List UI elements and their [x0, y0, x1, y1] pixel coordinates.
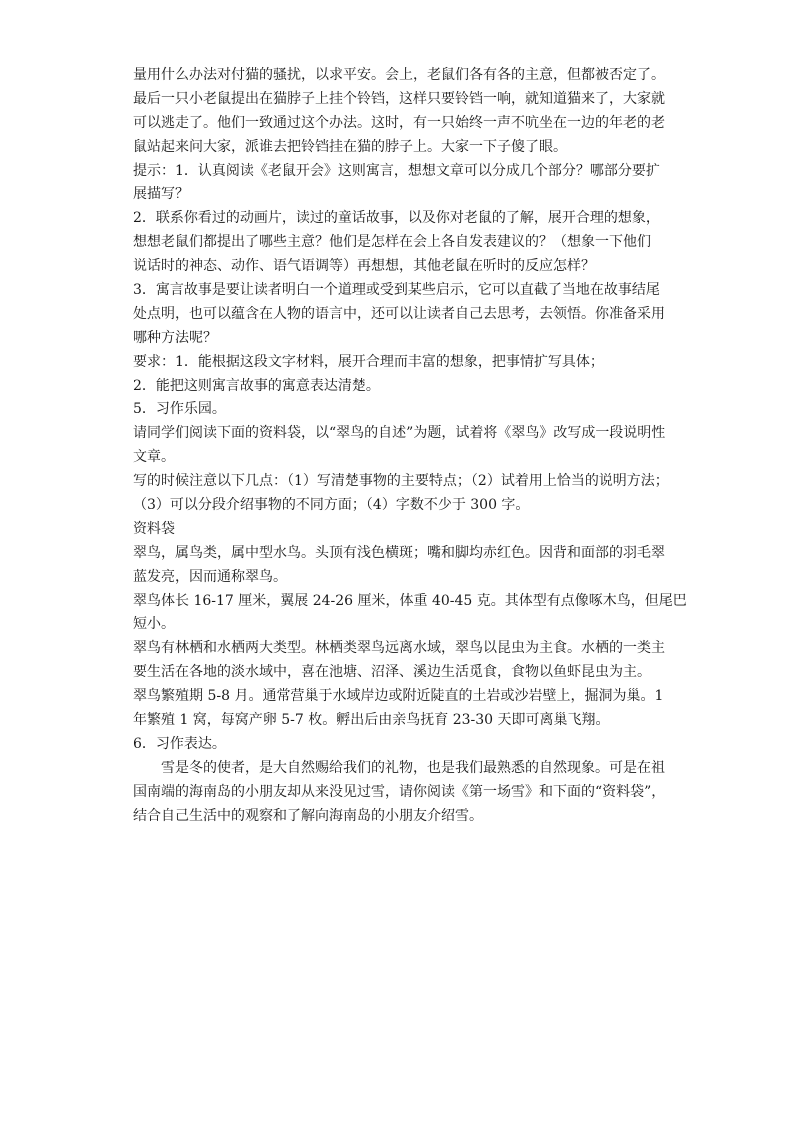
text-line: （3）可以分段介绍事物的不同方面；（4）字数不少于 300 字。	[133, 497, 530, 514]
text-line: 想想老鼠们都提出了哪些主意？他们是怎样在会上各自发表建议的？（想象一下他们	[133, 234, 651, 251]
text-line: 国南端的海南岛的小朋友却从来没见过雪，请你阅读《第一场雪》和下面的“资料袋”，	[133, 783, 666, 800]
text-line: 文章。	[133, 449, 175, 466]
text-line: 可以逃走了。他们一致通过这个办法。这时，有一只始终一声不吭坐在一边的年老的老	[133, 114, 665, 131]
text-line: 翠鸟，属鸟类，属中型水鸟。头顶有浅色横斑；嘴和脚均赤红色。因背和面部的羽毛翠	[133, 544, 665, 561]
text-line: 结合自己生活中的观察和了解向海南岛的小朋友介绍雪。	[133, 807, 483, 824]
text-line: 哪种方法呢？	[133, 329, 217, 346]
text-line: 要生活在各地的淡水域中，喜在池塘、沼泽、溪边生活觅食，食物以鱼虾昆虫为主。	[133, 664, 651, 681]
text-line: 说话时的神态、动作、语气语调等）再想想，其他老鼠在听时的反应怎样？	[133, 258, 595, 275]
section-heading: 5．习作乐园。	[133, 401, 226, 418]
text-line: 最后一只小老鼠提出在猫脖子上挂个铃铛，这样只要铃铛一响，就知道猫来了，大家就	[133, 90, 665, 107]
text-line: 展描写？	[133, 186, 189, 203]
text-line: 翠鸟有林栖和水栖两大类型。林栖类翠鸟远离水域，翠鸟以昆虫为主食。水栖的一类主	[133, 640, 665, 657]
text-line: 写的时候注意以下几点：（1）写清楚事物的主要特点；（2）试着用上恰当的说明方法；	[133, 473, 669, 490]
text-line: 蓝发亮，因而通称翠鸟。	[133, 568, 287, 585]
text-line: 翠鸟繁殖期 5-8 月。通常营巢于水域岸边或附近陡直的土岩或沙岩壁上，掘洞为巢。1	[133, 688, 664, 705]
text-line: 翠鸟体长 16-17 厘米，翼展 24-26 厘米，体重 40-45 克。其体型有点像啄木鸟，但尾巴	[133, 592, 687, 609]
text-line: 3．寓言故事是要让读者明白一个道理或受到某些启示，它可以直截了当地在故事结尾	[133, 282, 660, 299]
text-line: 鼠站起来问大家，派谁去把铃铛挂在猫的脖子上。大家一下子傻了眼。	[133, 138, 567, 155]
text-line: 雪是冬的使者，是大自然赐给我们的礼物，也是我们最熟悉的自然现象。可是在祖	[161, 759, 665, 776]
text-line: 量用什么办法对付猫的骚扰，以求平安。会上，老鼠们各有各的主意，但都被否定了。	[133, 67, 665, 83]
text-line: 提示：1．认真阅读《老鼠开会》这则寓言，想想文章可以分成几个部分？哪部分要扩	[133, 162, 660, 179]
text-line: 2．联系你看过的动画片，读过的童话故事，以及你对老鼠的了解，展开合理的想象，	[133, 210, 660, 227]
text-line: 处点明，也可以蕴含在人物的语言中，还可以让读者自己去思考，去领悟。你准备采用	[133, 305, 665, 322]
resource-heading: 资料袋	[133, 520, 175, 537]
text-line: 年繁殖 1 窝，每窝产卵 5-7 枚。孵出后由亲鸟抚育 23-30 天即可离巢飞翔。	[133, 712, 610, 729]
document-body	[133, 64, 687, 829]
text-line: 请同学们阅读下面的资料袋，以“翠鸟的自述”为题，试着将《翠鸟》改写成一段说明性	[133, 425, 666, 442]
section-heading: 6．习作表达。	[133, 735, 226, 752]
text-line: 2．能把这则寓言故事的寓意表达清楚。	[133, 377, 380, 394]
text-line: 短小。	[133, 616, 175, 633]
text-line: 要求：1．能根据这段文字材料，展开合理而丰富的想象，把事情扩写具体；	[133, 353, 604, 370]
